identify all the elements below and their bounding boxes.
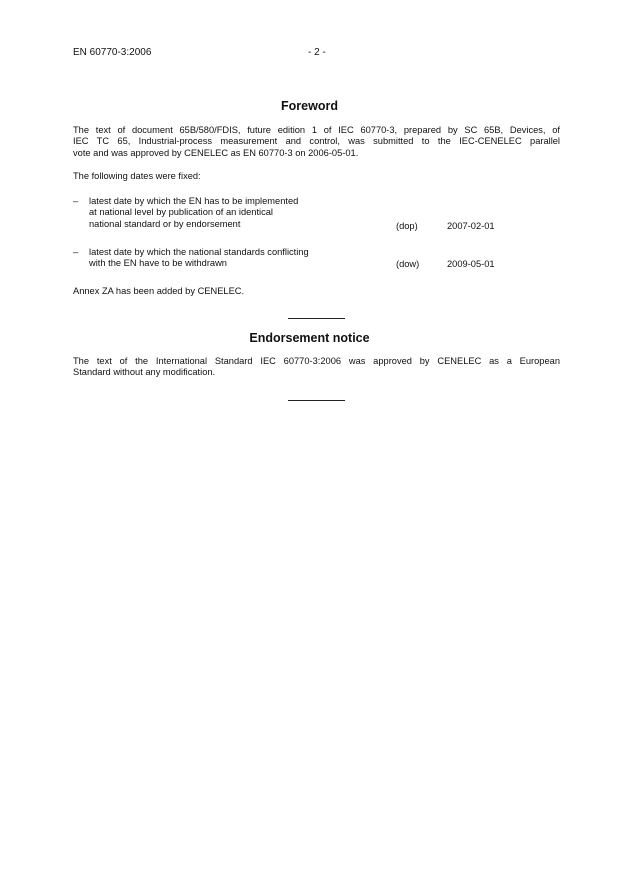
endorsement-title: Endorsement notice: [249, 331, 370, 345]
date-item-dop-description: latest date by which the EN has to be implemented at national level by publication of an identical national standard or by endorsement: [89, 196, 299, 229]
foreword-intro-paragraph: [73, 125, 560, 159]
dates-intro: The following dates were fixed:: [73, 171, 201, 181]
foreword-intro-line: vote and was approved by CENELEC as EN 60770-3 on 2006-05-01.: [73, 147, 359, 158]
date-item-dow-abbreviation: (dow): [396, 259, 420, 269]
section-divider: [288, 318, 345, 319]
foreword-intro-line: IEC TC 65, Industrial-process measurement and control, was submitted to the IEC-CENELEC parallel: [73, 136, 560, 147]
date-item-dop-date: 2007-02-01: [447, 221, 495, 231]
endorsement-line: The text of the International Standard IEC 60770-3:2006 was approved by CENELEC as a European: [73, 356, 560, 366]
list-dash: –: [73, 247, 79, 257]
endorsement-line: Standard without any modification.: [73, 367, 216, 378]
annex-note: Annex ZA has been added by CENELEC.: [73, 286, 245, 296]
date-item-dop-abbreviation: (dop): [396, 221, 418, 231]
date-item-dow-date: 2009-05-01: [447, 259, 495, 269]
document-id: EN 60770-3:2006: [73, 47, 152, 58]
date-item-dow-description: latest date by which the national standards conflicting with the EN have to be withdrawn: [89, 247, 309, 269]
foreword-intro-line: The text of document 65B/580/FDIS, future edition 1 of IEC 60770-3, prepared by SC 65B, Devices, of: [73, 125, 560, 135]
list-dash: –: [73, 196, 79, 206]
endorsement-paragraph: [73, 356, 560, 379]
page-number: - 2 -: [308, 47, 326, 58]
foreword-title: Foreword: [281, 99, 338, 113]
end-divider: [288, 400, 345, 401]
